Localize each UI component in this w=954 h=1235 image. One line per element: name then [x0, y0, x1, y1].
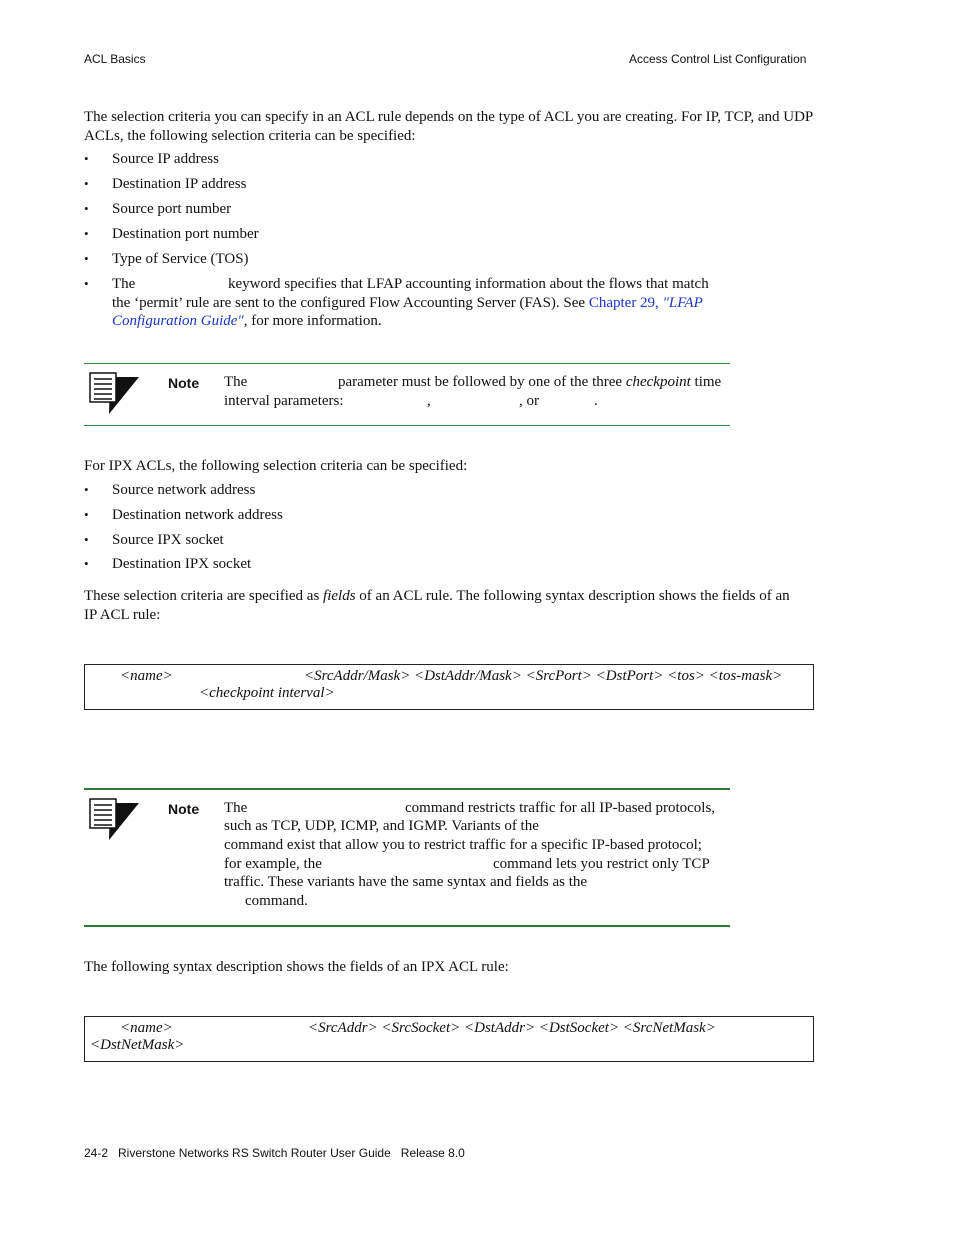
note-bottom-rule	[84, 925, 730, 927]
intro-paragraph: The selection criteria you can specify in an ACL rule depends on the type of ACL you are creating. For IP, TCP, and UDP ACLs, the following selection criteria can be specified:	[84, 109, 813, 144]
note-label: Note	[168, 801, 200, 817]
running-header-right: Access Control List Configuration	[629, 52, 807, 66]
bullet-icon: •	[84, 226, 89, 241]
note-top-rule	[84, 363, 730, 364]
syntax-name: <name>	[120, 668, 173, 684]
ipx-intro: For IPX ACLs, the following selection criteria can be specified:	[84, 458, 468, 474]
note-top-rule	[84, 788, 730, 790]
note-icon	[88, 798, 140, 842]
fields-paragraph: These selection criteria are specified as fields of an ACL rule. The following syntax description shows the fields of an IP ACL rule:	[84, 588, 790, 623]
note-icon	[88, 372, 140, 416]
syntax-fields-line2: <DstNetMask>	[90, 1037, 185, 1053]
lfap-guide-link[interactable]: Configuration Guide"	[112, 313, 244, 329]
ip-acl-syntax-box	[84, 664, 814, 710]
ipx-acl-syntax-box	[84, 1016, 814, 1062]
list-item-accounting: • The keyword specifies that LFAP accounting information about the flows that match the ‘permit’ rule are sent to the configured Flow Accounting Server (FAS). See Chapter 29, "LFAP Configuration Guide", for more information.	[84, 276, 709, 329]
syntax-checkpoint: <checkpoint interval>	[199, 685, 335, 701]
ipx-syntax-intro: The following syntax description shows the fields of an IPX ACL rule:	[84, 959, 509, 975]
page-footer: 24-2 Riverstone Networks RS Switch Router User Guide Release 8.0	[84, 1146, 465, 1160]
bullet-icon: •	[84, 507, 89, 522]
bullet-icon: •	[84, 151, 89, 166]
bullet-icon: •	[84, 276, 89, 291]
bullet-icon: •	[84, 251, 89, 266]
bullet-icon: •	[84, 482, 89, 497]
chapter-29-link[interactable]: Chapter 29, "LFAP	[588, 295, 703, 311]
note-bottom-rule	[84, 425, 730, 426]
bullet-icon: •	[84, 532, 89, 547]
bullet-icon: •	[84, 176, 89, 191]
syntax-fields: <SrcAddr> <SrcSocket> <DstAddr> <DstSocket> <SrcNetMask>	[308, 1020, 716, 1036]
syntax-name: <name>	[120, 1020, 173, 1036]
bullet-icon: •	[84, 556, 89, 571]
note-label: Note	[168, 375, 200, 391]
running-header-left: ACL Basics	[84, 52, 146, 66]
bullet-icon: •	[84, 201, 89, 216]
syntax-fields: <SrcAddr/Mask> <DstAddr/Mask> <SrcPort> <DstPort> <tos> <tos-mask>	[304, 668, 783, 684]
